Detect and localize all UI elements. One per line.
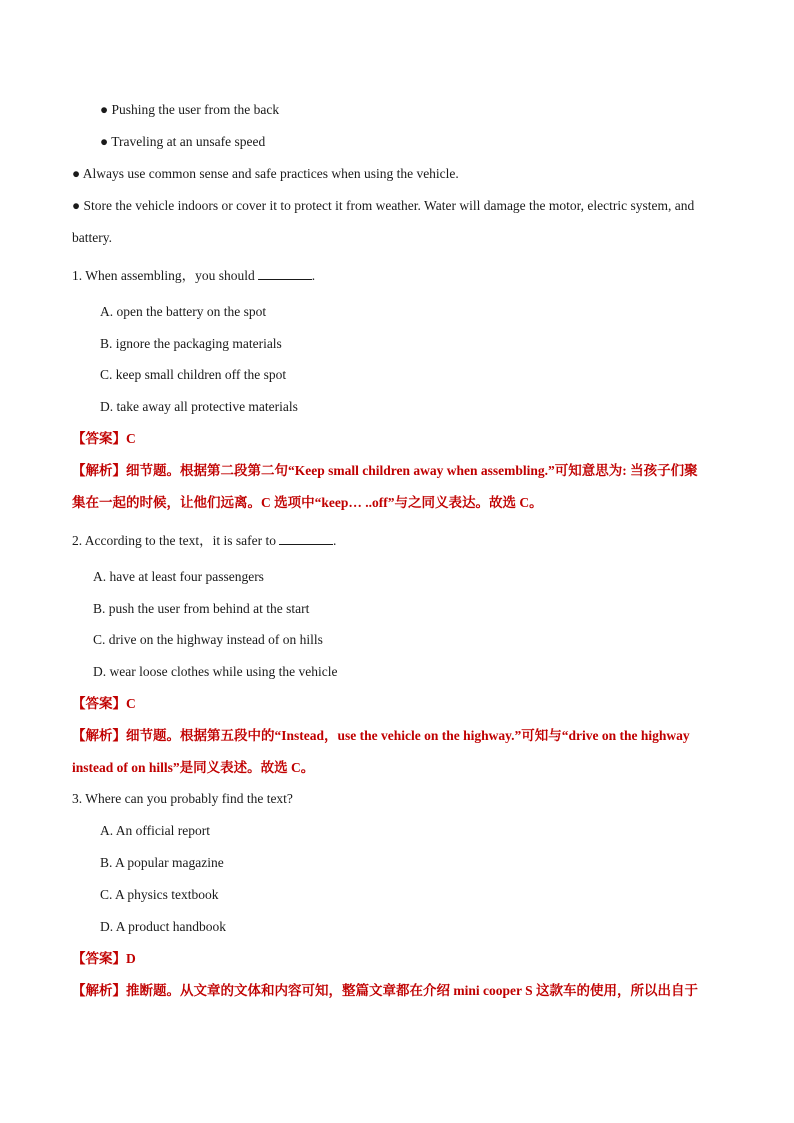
question-2-text: 2. According to the text，it is safer to: [72, 533, 276, 548]
question-1-analysis-line1: [72, 462, 698, 480]
analysis-text: 推断题。从文章的文体和内容可知，整篇文章都在介绍 mini cooper S 这款车的使用，所以出自于: [126, 983, 699, 998]
question-3-option-a: A. An official report: [100, 823, 210, 838]
question-1-stem: [72, 267, 315, 285]
question-2-answer: [72, 695, 136, 713]
question-2-option-c: C. drive on the highway instead of on hills: [93, 632, 323, 647]
bullet-pushing: ● Pushing the user from the back: [100, 102, 280, 117]
analysis-text: 细节题。根据第五段中的“Instead，use the vehicle on the highway.”可知与“drive on the highway: [126, 728, 690, 743]
analysis-tag: 【解析】: [72, 463, 126, 478]
answer-value: C: [126, 696, 136, 711]
answer-blank: [279, 533, 333, 545]
question-1-text: 1. When assembling，you should: [72, 268, 255, 283]
question-1-option-c: C. keep small children off the spot: [100, 367, 287, 382]
answer-blank: [258, 268, 312, 280]
question-1-answer: [72, 430, 136, 448]
question-2-stem: [72, 532, 336, 550]
analysis-tag: 【解析】: [72, 983, 126, 998]
question-2-option-a: A. have at least four passengers: [93, 569, 264, 584]
answer-tag: 【答案】: [72, 696, 126, 711]
question-2-analysis-line1: [72, 727, 690, 745]
analysis-tag: 【解析】: [72, 728, 126, 743]
answer-tag: 【答案】: [72, 951, 126, 966]
question-2-option-b: B. push the user from behind at the start: [93, 601, 310, 616]
bullet-store-line2: battery.: [72, 230, 112, 245]
question-2-analysis-line2: instead of on hills”是同义表述。故选 C。: [72, 760, 315, 775]
bullet-common-sense: ● Always use common sense and safe practices when using the vehicle.: [72, 166, 459, 181]
question-3-option-c: C. A physics textbook: [100, 887, 219, 902]
question-1-option-b: B. ignore the packaging materials: [100, 336, 282, 351]
question-3-option-d: D. A product handbook: [100, 919, 226, 934]
question-1-period: .: [311, 268, 316, 283]
bullet-store-line1: ● Store the vehicle indoors or cover it to protect it from weather. Water will damage the motor, electric system, and: [72, 198, 695, 213]
answer-tag: 【答案】: [72, 431, 126, 446]
question-3-option-b: B. A popular magazine: [100, 855, 224, 870]
question-1-option-d: D. take away all protective materials: [100, 399, 298, 414]
question-3-answer: [72, 950, 136, 968]
question-1-option-a: A. open the battery on the spot: [100, 304, 267, 319]
analysis-text: 细节题。根据第二段第二句“Keep small children away when assembling.”可知意思为: 当孩子们聚: [126, 463, 698, 478]
answer-value: D: [126, 951, 136, 966]
question-3-stem: 3. Where can you probably find the text?: [72, 791, 293, 806]
question-1-analysis-line2: 集在一起的时候，让他们远离。C 选项中“keep… ..off”与之同义表达。故选 C。: [72, 495, 543, 510]
question-2-option-d: D. wear loose clothes while using the vehicle: [93, 664, 338, 679]
bullet-traveling: ● Traveling at an unsafe speed: [100, 134, 266, 149]
question-2-period: .: [332, 533, 337, 548]
answer-value: C: [126, 431, 136, 446]
question-3-analysis-line1: [72, 982, 698, 1000]
